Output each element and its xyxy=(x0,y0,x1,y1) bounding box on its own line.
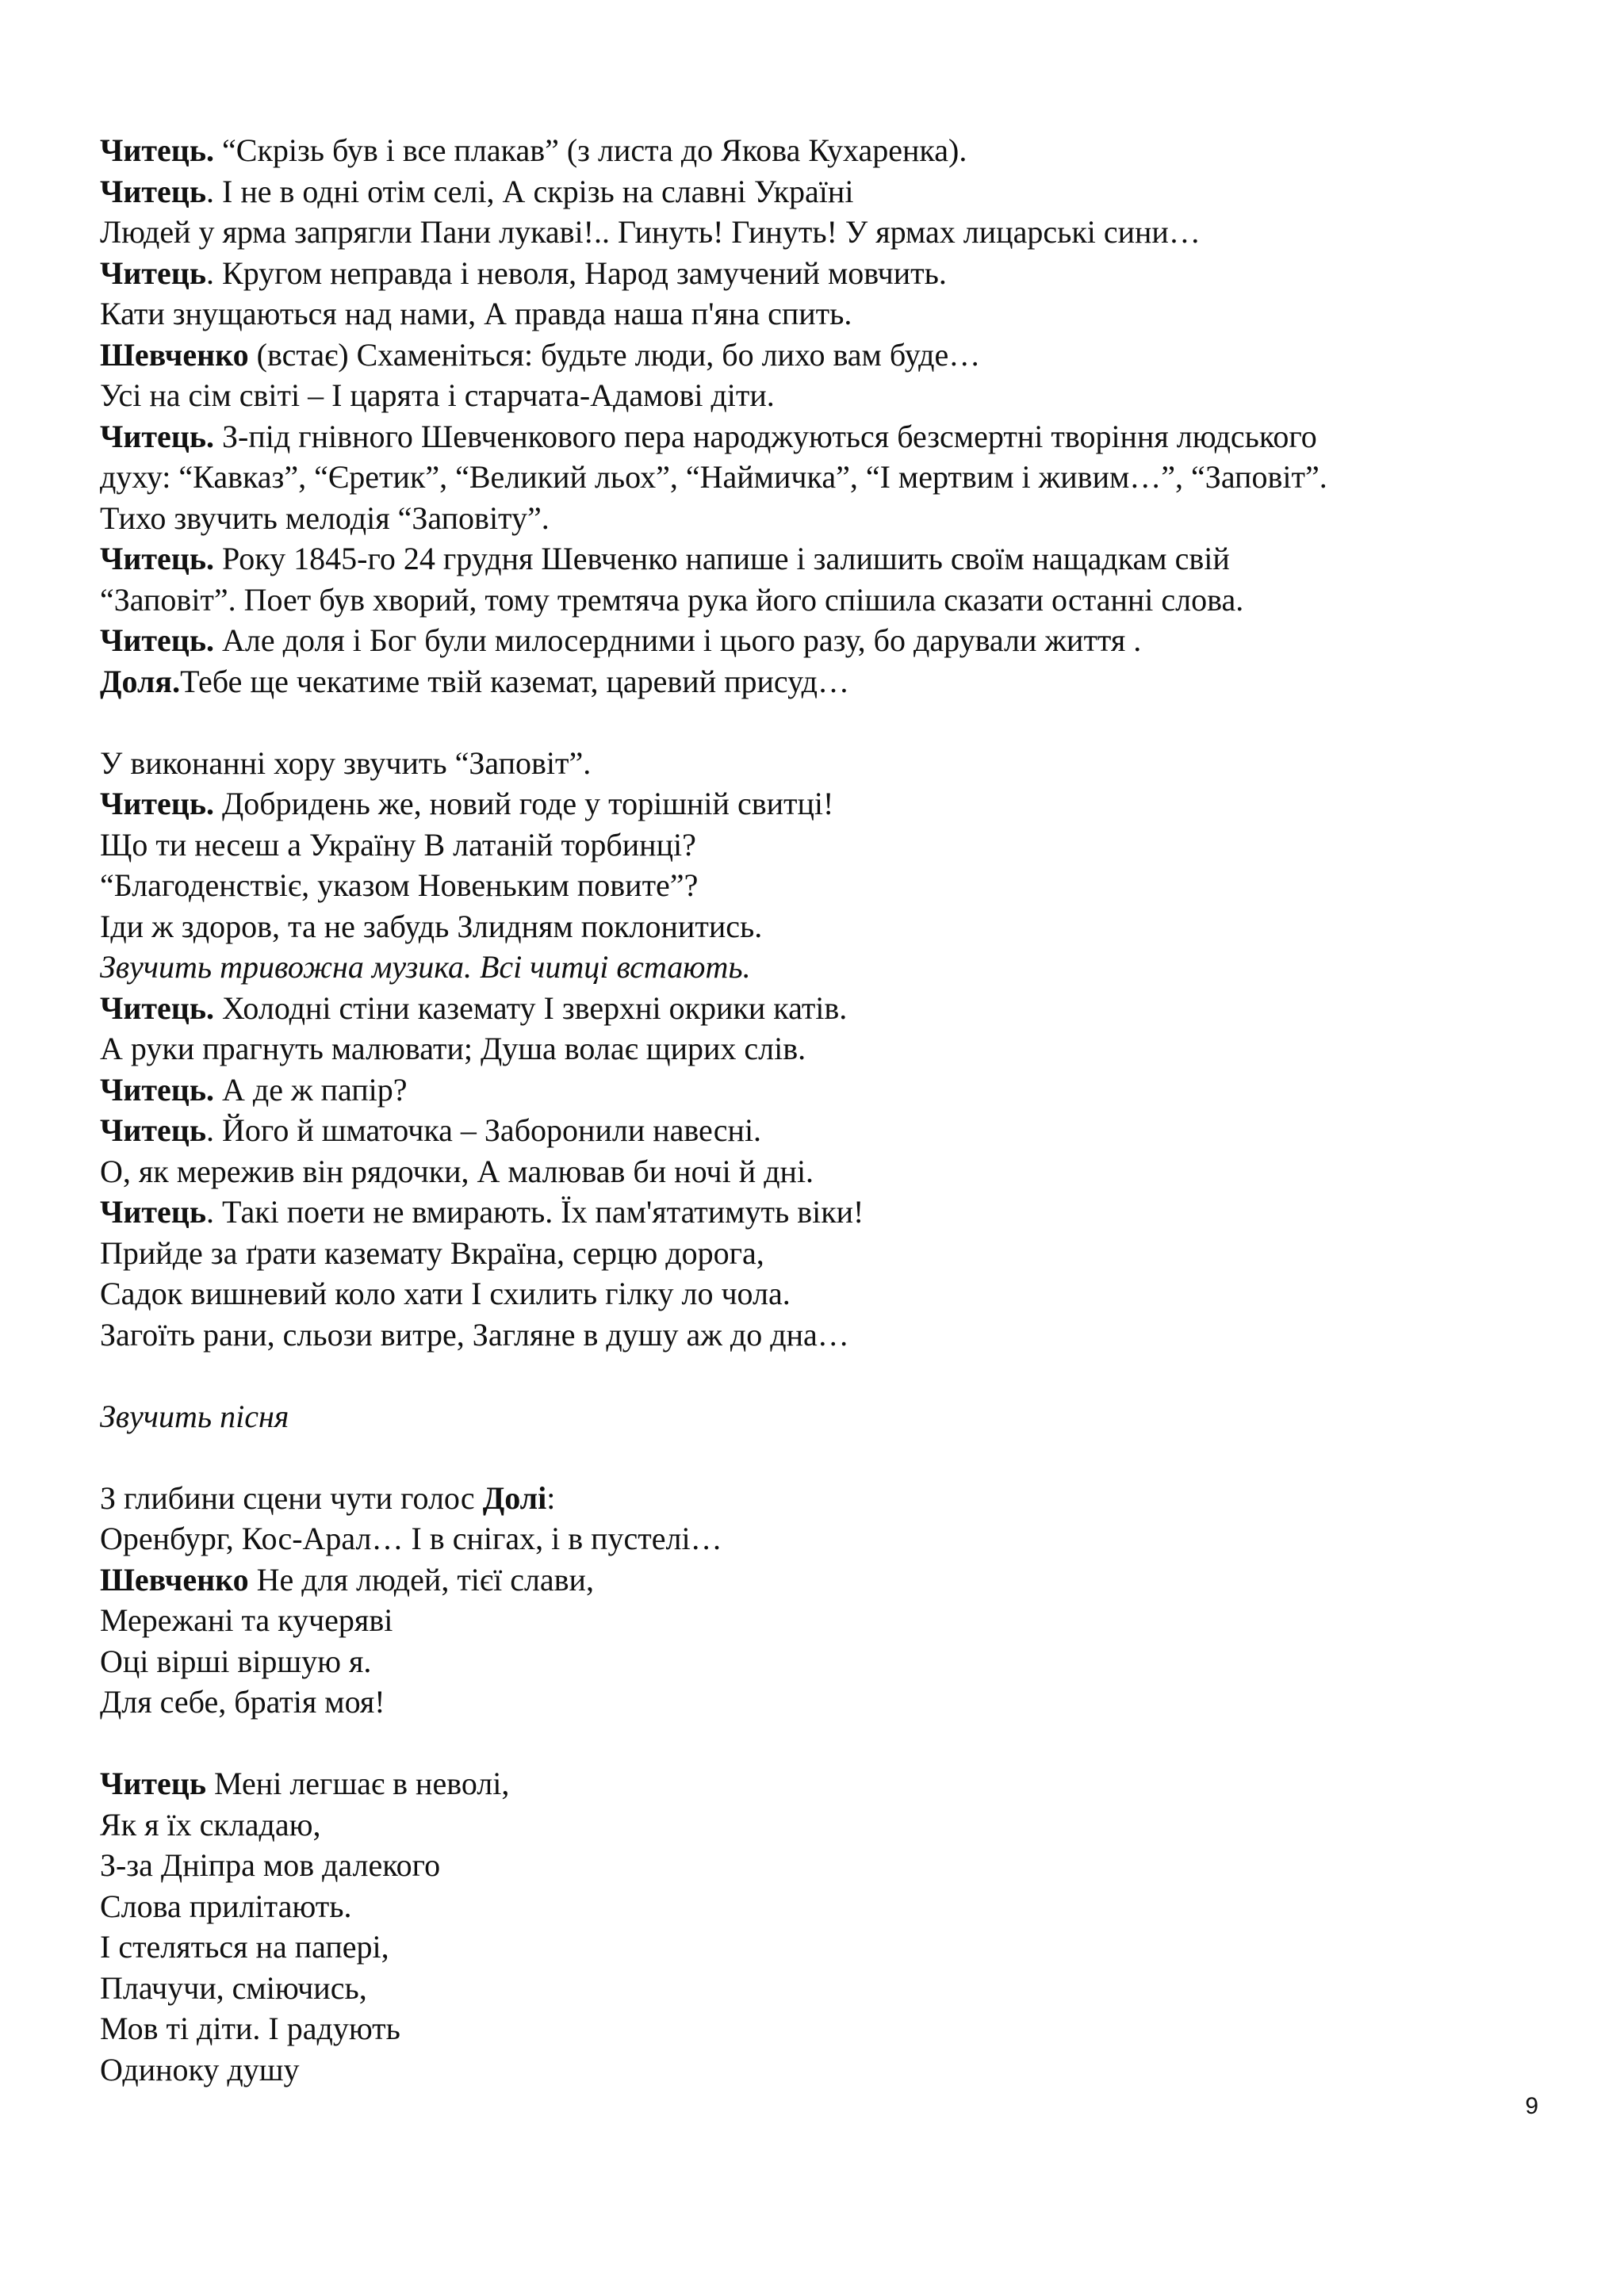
text-line xyxy=(100,620,1527,661)
line-text: Прийде за ґрати каземату Вкраїна, серцю дорога, xyxy=(100,1234,764,1271)
text-line xyxy=(100,1028,1527,1070)
line-text: духу: “Кавказ”, “Єретик”, “Великий льох”, “Наймичка”, “І мертвим і живим…”, “Заповіт”. xyxy=(100,459,1327,495)
text-line xyxy=(100,1110,1527,1151)
text-line xyxy=(100,538,1527,580)
text-line xyxy=(100,253,1527,294)
line-text: У виконанні хору звучить “Заповіт”. xyxy=(100,744,592,781)
line-text: Плачучи, сміючись, xyxy=(100,1969,367,2006)
blank-line xyxy=(100,1355,1527,1396)
text-line xyxy=(100,1518,1527,1559)
speaker-name: Шевченко xyxy=(100,336,249,373)
line-text: Для себе, братія моя! xyxy=(100,1684,385,1720)
line-text: А де ж папір? xyxy=(214,1071,408,1108)
line-text: О, як мережив він рядочки, А малював би ночі й дні. xyxy=(100,1153,814,1189)
line-text: Але доля і Бог були милосердними і цього разу, бо дарували життя . xyxy=(214,622,1142,658)
page-number: 9 xyxy=(1525,2093,1538,2119)
line-text: Звучить тривожна музика. Всі читці встають. xyxy=(100,949,751,985)
text-line xyxy=(100,580,1527,621)
line-text: . Його й шматочка – Заборонили навесні. xyxy=(206,1112,762,1148)
text-line xyxy=(100,335,1527,376)
line-text: З-за Дніпра мов далекого xyxy=(100,1847,441,1883)
text-line xyxy=(100,130,1527,171)
text-line xyxy=(100,1478,1527,1519)
blank-line xyxy=(100,1723,1527,1764)
line-text: “Заповіт”. Поет був хворий, тому тремтяча рука його спішила сказати останні слова. xyxy=(100,581,1244,618)
speaker-name: Читець xyxy=(100,1194,207,1230)
text-line xyxy=(100,1682,1527,1723)
text-line xyxy=(100,1151,1527,1192)
line-text: Холодні стіни каземату І зверхні окрики катів. xyxy=(214,989,848,1026)
text-line xyxy=(100,498,1527,539)
line-text: . І не в одні отім селі, А скрізь на славні Україні xyxy=(206,173,854,209)
speaker-name: Читець xyxy=(100,1766,207,1801)
line-text: Кати знущаються над нами, А правда наша п'яна спить. xyxy=(100,296,852,331)
text-line xyxy=(100,293,1527,335)
line-text: Як я їх складаю, xyxy=(100,1806,321,1843)
text-line xyxy=(100,661,1527,702)
speaker-name: Читець. xyxy=(100,132,215,168)
speaker-name: Читець. xyxy=(100,541,215,576)
line-text: Людей у ярма запрягли Пани лукаві!.. Гинуть! Гинуть! У ярмах лицарські сини… xyxy=(100,214,1201,250)
line-text: Тебе ще чекатиме твій каземат, царевий присуд… xyxy=(180,663,849,699)
line-text: Загоїть рани, сльози витре, Загляне в душу аж до дна… xyxy=(100,1316,849,1353)
text-line xyxy=(100,825,1527,866)
line-text: Оці вірші віршую я. xyxy=(100,1643,372,1679)
line-text: Мережані та кучеряві xyxy=(100,1602,393,1638)
text-line xyxy=(100,865,1527,906)
line-text: І стеляться на папері, xyxy=(100,1929,389,1965)
text-line xyxy=(100,783,1527,825)
line-text: Садок вишневий коло хати І схилить гілку ло чола. xyxy=(100,1276,791,1311)
line-text: Що ти несеш а Україну В латаній торбинці? xyxy=(100,826,696,863)
text-line xyxy=(100,1600,1527,1641)
text-line xyxy=(100,1192,1527,1233)
text-line xyxy=(100,171,1527,212)
speaker-name: Читець xyxy=(100,1112,207,1148)
speaker-name: Долі xyxy=(482,1479,547,1516)
text-line xyxy=(100,1845,1527,1886)
line-text: : xyxy=(546,1479,556,1516)
page-text xyxy=(100,130,1527,2090)
speaker-name: Читець. xyxy=(100,1071,215,1108)
blank-line xyxy=(100,702,1527,743)
line-text: Іди ж здоров, та не забудь Злидням поклонитись. xyxy=(100,908,763,944)
text-line xyxy=(100,1641,1527,1682)
speaker-name: Читець. xyxy=(100,622,215,658)
blank-line xyxy=(100,1437,1527,1478)
speaker-name: Читець xyxy=(100,254,207,291)
text-line xyxy=(100,1886,1527,1927)
text-line xyxy=(100,1927,1527,1968)
line-text: Оренбург, Кос-Арал… І в снігах, і в пустелі… xyxy=(100,1521,722,1556)
line-text: Добридень же, новий годе у торішній свитці! xyxy=(214,786,834,821)
text-line xyxy=(100,1559,1527,1601)
line-text: . Кругом неправда і неволя, Народ замучений мовчить. xyxy=(206,254,947,291)
line-text: Тихо звучить мелодія “Заповіту”. xyxy=(100,499,550,536)
text-line xyxy=(100,947,1527,988)
line-text: А руки прагнуть малювати; Душа волає щирих слів. xyxy=(100,1031,806,1066)
line-text: Мов ті діти. І радують xyxy=(100,2011,400,2046)
line-text: Мені легшає в неволі, xyxy=(206,1766,510,1801)
line-text: Не для людей, тієї слави, xyxy=(248,1561,594,1598)
speaker-name: Доля. xyxy=(100,663,181,699)
text-line xyxy=(100,1763,1527,1804)
line-text: Звучить пісня xyxy=(100,1398,289,1434)
text-line xyxy=(100,416,1527,457)
speaker-name: Читець. xyxy=(100,786,215,821)
line-text: . Такі поети не вмирають. Їх пам'ятатимуть віки! xyxy=(206,1194,864,1230)
text-line xyxy=(100,743,1527,784)
text-line xyxy=(100,457,1527,498)
text-line xyxy=(100,1968,1527,2009)
line-text: Року 1845-го 24 грудня Шевченко напише і залишить своїм нащадкам свій xyxy=(214,541,1230,576)
text-line xyxy=(100,212,1527,253)
line-text: (встає) Схаменіться: будьте люди, бо лихо вам буде… xyxy=(248,336,981,373)
speaker-name: Читець xyxy=(100,173,207,209)
text-line xyxy=(100,1233,1527,1274)
speaker-name: Читець. xyxy=(100,418,215,454)
line-text: “Скрізь був і все плакав” (з листа до Якова Кухаренка). xyxy=(214,132,967,168)
text-line xyxy=(100,1273,1527,1314)
text-line xyxy=(100,375,1527,416)
speaker-name: Читець. xyxy=(100,989,215,1026)
line-text: З-під гнівного Шевченкового пера народжуються безсмертні творіння людського xyxy=(214,418,1317,454)
line-text: Усі на сім світі – І царята і старчата-Адамові діти. xyxy=(100,377,775,413)
text-line xyxy=(100,1396,1527,1437)
line-text: “Благоденствіє, указом Новеньким повите”? xyxy=(100,867,699,903)
line-text: Одиноку душу xyxy=(100,2051,300,2087)
text-line xyxy=(100,2049,1527,2091)
text-line xyxy=(100,2008,1527,2049)
speaker-name: Шевченко xyxy=(100,1561,249,1598)
text-line xyxy=(100,1804,1527,1846)
text-line xyxy=(100,988,1527,1029)
line-text: З глибини сцени чути голос xyxy=(100,1479,483,1516)
text-line xyxy=(100,906,1527,947)
text-line xyxy=(100,1314,1527,1356)
line-text: Слова прилітають. xyxy=(100,1888,352,1924)
text-line xyxy=(100,1070,1527,1111)
